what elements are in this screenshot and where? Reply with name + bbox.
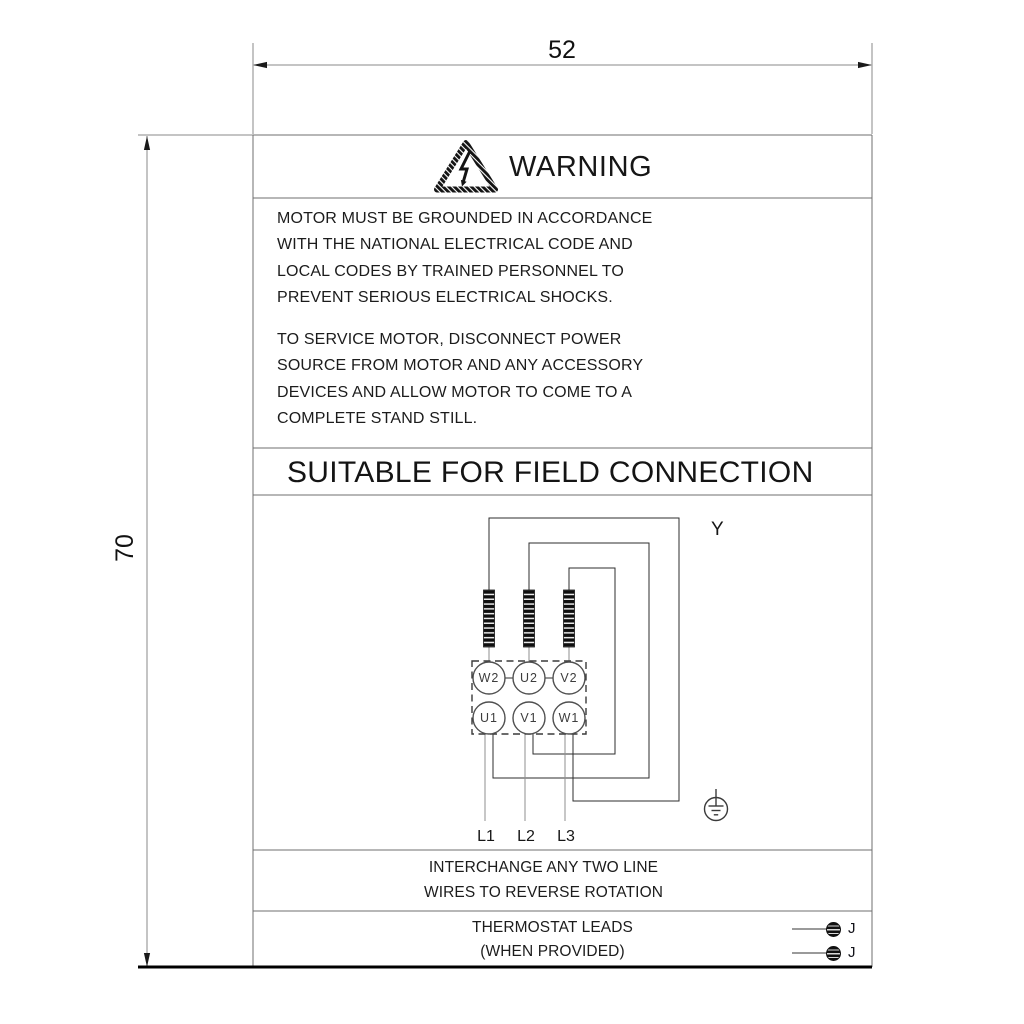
terminal-w2: W2 [478, 671, 500, 685]
terminal-w1: W1 [558, 711, 580, 725]
terminal-v2: V2 [560, 671, 578, 685]
rotation-note: INTERCHANGE ANY TWO LINE WIRES TO REVERSE ROTATION [423, 859, 664, 902]
terminal-v1: V1 [520, 711, 538, 725]
field-connection-banner: SUITABLE FOR FIELD CONNECTION [287, 456, 814, 489]
star-connection-label: Y [711, 519, 724, 540]
warning-title: WARNING [509, 151, 653, 183]
grounding-warning-paragraph: MOTOR MUST BE GROUNDED IN ACCORDANCE WITH THE NATIONAL ELECTRICAL CODE AND LOCAL CODES BY TRAINED PERSONNEL TO PREVENT SERIOUS ELECTRICAL SHOCKS. [277, 210, 653, 306]
lead-label-j1: J [848, 920, 856, 937]
line-label-l2: L2 [517, 828, 535, 845]
line-label-l3: L3 [557, 828, 575, 845]
lead-wire [792, 928, 827, 930]
lead-dot-icon [826, 922, 841, 937]
lead-label-j2: J [848, 944, 856, 961]
terminal-u2: U2 [520, 671, 538, 685]
winding-coil-icon [484, 590, 575, 647]
thermostat-note: THERMOSTAT LEADS (WHEN PROVIDED) [472, 919, 633, 961]
winding-loop-wires [489, 518, 679, 801]
terminal-u1: U1 [480, 711, 498, 725]
thermostat-lead-icon [792, 945, 866, 961]
height-dimension-value: 70 [110, 534, 139, 562]
thermostat-lead-icon [792, 921, 866, 937]
high-voltage-warning-triangle-icon [434, 140, 498, 193]
service-warning-paragraph: TO SERVICE MOTOR, DISCONNECT POWER SOURCE FROM MOTOR AND ANY ACCESSORY DEVICES AND ALLOW MOTOR TO COME TO A COMPLETE STAND STILL. [277, 331, 644, 427]
line-label-l1: L1 [477, 828, 495, 845]
ground-icon [698, 786, 734, 826]
dimension-lines [138, 43, 872, 966]
width-dimension-value: 52 [548, 36, 576, 64]
lead-wire [792, 952, 827, 954]
lead-dot-icon [826, 946, 841, 961]
